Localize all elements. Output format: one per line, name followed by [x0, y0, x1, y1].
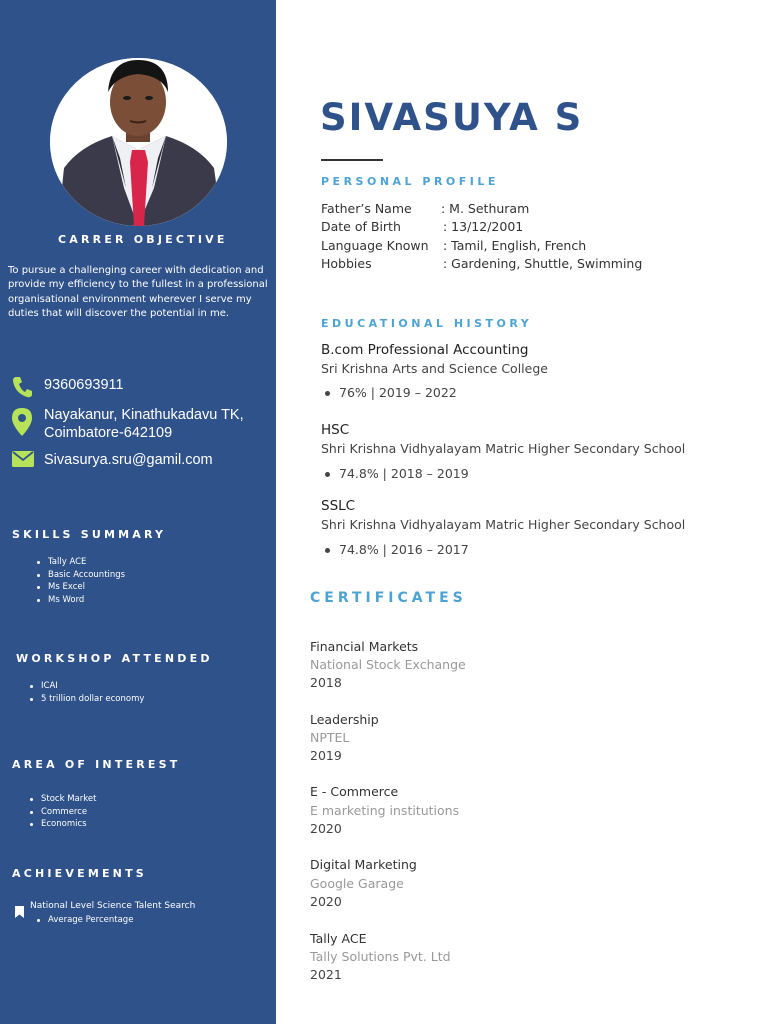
- skill-item: Ms Excel: [35, 581, 125, 594]
- certificate-org: E marketing institutions: [310, 803, 460, 818]
- achievement-sub: Average Percentage: [35, 914, 133, 927]
- sidebar: [0, 0, 276, 1024]
- bookmark-icon: [15, 903, 24, 922]
- email-text: Sivasurya.sru@gamil.com: [44, 452, 213, 468]
- education-detail: 74.8% | 2016 – 2017: [339, 542, 469, 557]
- education-degree: SSLC: [321, 498, 356, 514]
- address-line1: Nayakanur, Kinathukadavu TK,: [44, 407, 244, 423]
- skill-item: Tally ACE: [35, 556, 125, 569]
- certificate-name: Digital Marketing: [310, 857, 417, 872]
- education-school: Shri Krishna Vidhyalayam Matric Higher Secondary School: [321, 517, 686, 532]
- certificate-name: E - Commerce: [310, 784, 399, 799]
- personal-value: : Gardening, Shuttle, Swimming: [443, 256, 643, 271]
- personal-label: Language Known: [321, 238, 429, 253]
- certificate-org: Tally Solutions Pvt. Ltd: [310, 949, 451, 964]
- certificate-year: 2020: [310, 821, 342, 836]
- address-line2: Coimbatore-642109: [44, 425, 173, 441]
- objective-title: CARRER OBJECTIVE: [58, 233, 228, 246]
- certificates-title: CERTIFICATES: [310, 590, 467, 606]
- workshop-list: [28, 680, 144, 705]
- achievement-main: National Level Science Talent Search: [30, 901, 196, 911]
- certificate-name: Tally ACE: [310, 931, 367, 946]
- personal-value: : 13/12/2001: [443, 219, 524, 234]
- phone-text: 9360693911: [44, 377, 124, 393]
- interest-title: AREA OF INTEREST: [12, 758, 181, 771]
- envelope-icon: [12, 451, 34, 471]
- interest-list: [28, 793, 96, 831]
- education-degree: B.com Professional Accounting: [321, 342, 529, 358]
- education-school: Shri Krishna Vidhyalayam Matric Higher Secondary School: [321, 441, 686, 456]
- education-title: EDUCATIONAL HISTORY: [321, 317, 533, 330]
- certificate-org: National Stock Exchange: [310, 657, 466, 672]
- certificate-year: 2021: [310, 967, 342, 982]
- certificate-name: Financial Markets: [310, 639, 419, 654]
- workshop-item: 5 trillion dollar economy: [28, 693, 144, 706]
- workshop-title: WORKSHOP ATTENDED: [16, 652, 213, 665]
- education-detail: 76% | 2019 – 2022: [339, 385, 457, 400]
- certificate-year: 2018: [310, 675, 342, 690]
- skill-item: Basic Accountings: [35, 569, 125, 582]
- profile-photo: [50, 58, 227, 226]
- education-degree: HSC: [321, 422, 350, 438]
- phone-icon: [12, 376, 32, 402]
- education-school: Sri Krishna Arts and Science College: [321, 361, 548, 376]
- interest-item: Economics: [28, 818, 96, 831]
- candidate-name: SIVASUYA S: [320, 96, 584, 139]
- education-detail: 74.8% | 2018 – 2019: [339, 466, 469, 481]
- interest-item: Commerce: [28, 806, 96, 819]
- name-divider: [321, 159, 383, 161]
- certificate-org: NPTEL: [310, 730, 350, 745]
- certificate-name: Leadership: [310, 712, 379, 727]
- certificate-year: 2019: [310, 748, 342, 763]
- skill-item: Ms Word: [35, 594, 125, 607]
- personal-label: Date of Birth: [321, 219, 401, 234]
- skills-list: [35, 556, 125, 607]
- personal-value: : Tamil, English, French: [443, 238, 587, 253]
- location-pin-icon: [12, 408, 32, 440]
- skills-title: SKILLS SUMMARY: [12, 528, 167, 541]
- interest-item: Stock Market: [28, 793, 96, 806]
- personal-label: Father’s Name: [321, 201, 412, 216]
- personal-value: : M. Sethuram: [441, 201, 530, 216]
- achievements-title: ACHIEVEMENTS: [12, 867, 147, 880]
- personal-label: Hobbies: [321, 256, 372, 271]
- workshop-item: ICAI: [28, 680, 144, 693]
- objective-text: To pursue a challenging career with dedication and provide my efficiency to the fullest in a professional organisational environment wherever I serve my duties that will discover the potential in me.: [8, 265, 268, 319]
- achievement-list: [35, 914, 133, 927]
- certificate-year: 2020: [310, 894, 342, 909]
- personal-profile-title: PERSONAL PROFILE: [321, 175, 499, 188]
- certificate-org: Google Garage: [310, 876, 404, 891]
